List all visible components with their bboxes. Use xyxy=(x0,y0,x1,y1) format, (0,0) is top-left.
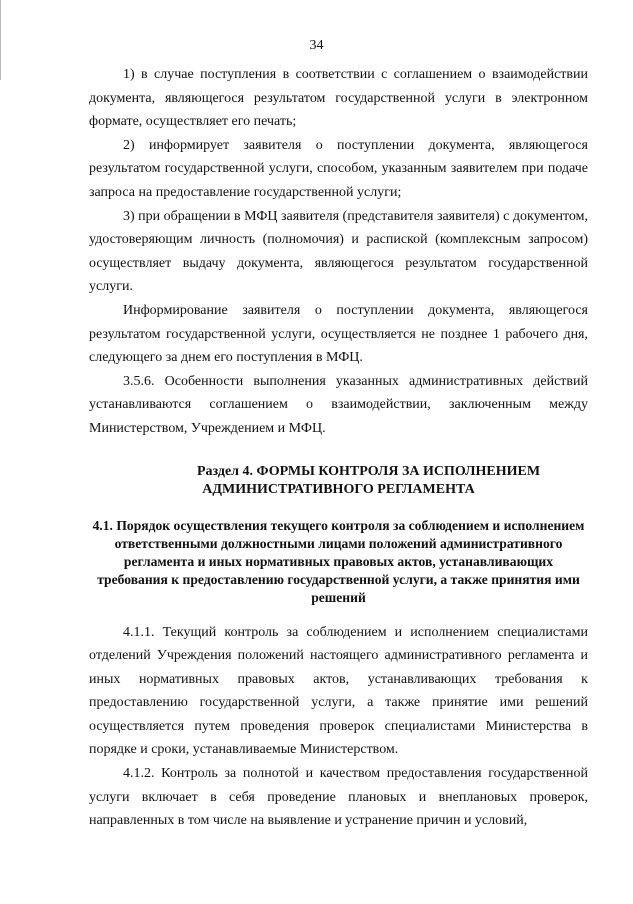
paragraph: 3.5.6. Особенности выполнения указанных административных действий устанавливаются соглашением о взаимодействии, заключенным между Министерством, Учреждением и МФЦ. xyxy=(89,373,588,436)
paragraph: 1) в случае поступления в соответствии с соглашением о взаимодействии документа, являющегося результатом государственной услуги в электронном формате, осуществляет его печать; xyxy=(89,67,588,130)
section-heading-line1: Раздел 4. ФОРМЫ КОНТРОЛЯ ЗА ИСПОЛНЕНИЕМ xyxy=(196,463,541,479)
paragraph: 3) при обращении в МФЦ заявителя (представителя заявителя) с документом, удостоверяющим личность (полномочия) и распиской (комплексным запросом) осуществляет выдачу документа, являющегося результатом государственной услуги. xyxy=(89,208,588,295)
paragraph: 2) информирует заявителя о поступлении документа, являющегося результатом государственной услуги, способом, указанным заявителем при подаче запроса на предоставление государственной услуги; xyxy=(89,137,588,200)
paragraph: 4.1.1. Текущий контроль за соблюдением и исполнением специалистами отделений Учреждения положений настоящего административного регламента и иных нормативных правовых актов, устанавливающих требования к предоставлению государственной услуги, а также принятие ими решений осуществляется путем проведения проверок специалистами Министерства в порядке и сроки, устанавливаемые Министерством. xyxy=(89,624,588,758)
subsection-heading: 4.1. Порядок осуществления текущего контроля за соблюдением и исполнением ответственными должностными лицами положений административного регламента и иных нормативных правовых актов, устанавливающих требования к предоставлению государственной услуги, а также принятия ими решений xyxy=(92,517,585,605)
section-heading-line2: АДМИНИСТРАТИВНОГО РЕГЛАМЕНТА xyxy=(202,481,475,497)
document-body xyxy=(89,63,588,833)
section-heading xyxy=(89,463,588,499)
page-number: 34 xyxy=(309,38,324,53)
paragraph: 4.1.2. Контроль за полнотой и качеством предоставления государственной услуги включает в себя проведение плановых и внеплановых проверок, направленных в том числе на выявление и устранение причин и условий, xyxy=(89,766,588,829)
paragraph: Информирование заявителя о поступлении документа, являющегося результатом государственной услуги, осуществляется не позднее 1 рабочего дня, следующего за днем его поступления в МФЦ. xyxy=(89,302,588,366)
